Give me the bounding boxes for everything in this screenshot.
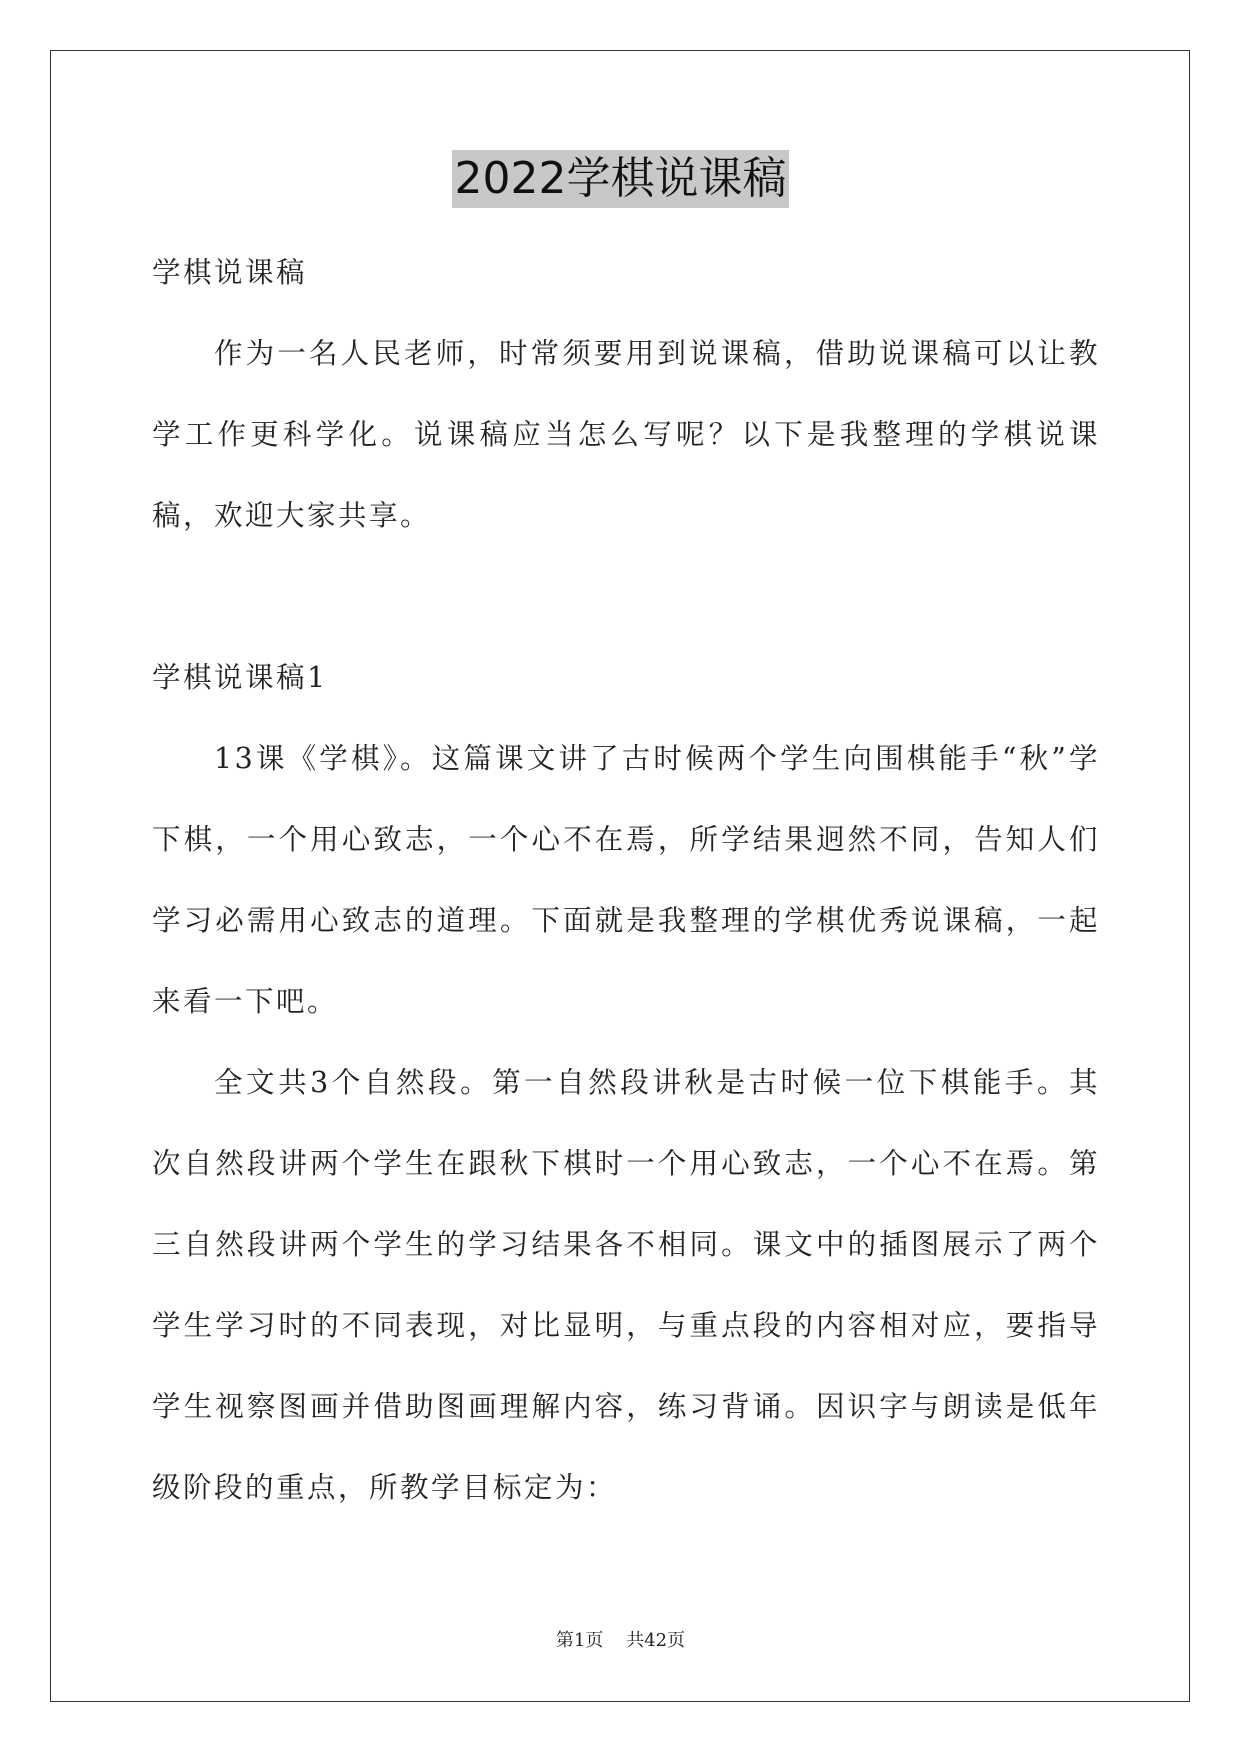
title-container: [0, 150, 1241, 208]
body-paragraph: 全文共3个自然段。第一自然段讲秋是古时候一位下棋能手。其次自然段讲两个学生在跟秋下棋时一个用心致志，一个心不在焉。第三自然段讲两个学生的学习结果各不相同。课文中的插图展示了两个学生学习时的不同表现，对比显明，与重点段的内容相对应，要指导学生视察图画并借助图画理解内容，练习背诵。因识字与朗读是低年级阶段的重点，所教学目标定为：: [152, 1066, 1100, 1504]
page-footer: [0, 1626, 1241, 1652]
section-heading: 学棋说课稿: [152, 256, 308, 289]
document-title: 2022学棋说课稿: [452, 150, 790, 208]
page-total: 共42页: [626, 1630, 686, 1651]
intro-paragraph: 作为一名人民老师，时常须要用到说课稿，借助说课稿可以让教学工作更科学化。说课稿应当怎么写呢？以下是我整理的学棋说课稿，欢迎大家共享。: [152, 337, 1100, 532]
blank-line: [152, 556, 1100, 637]
document-body: [152, 232, 1100, 1528]
page-number: 第1页: [555, 1630, 604, 1651]
section-heading-1: 学棋说课稿1: [152, 661, 328, 694]
body-paragraph: 13课《学棋》。这篇课文讲了古时候两个学生向围棋能手“秋”学下棋，一个用心致志，一个心不在焉，所学结果迥然不同，告知人们学习必需用心致志的道理。下面就是我整理的学棋优秀说课稿，一起来看一下吧。: [152, 742, 1100, 1018]
